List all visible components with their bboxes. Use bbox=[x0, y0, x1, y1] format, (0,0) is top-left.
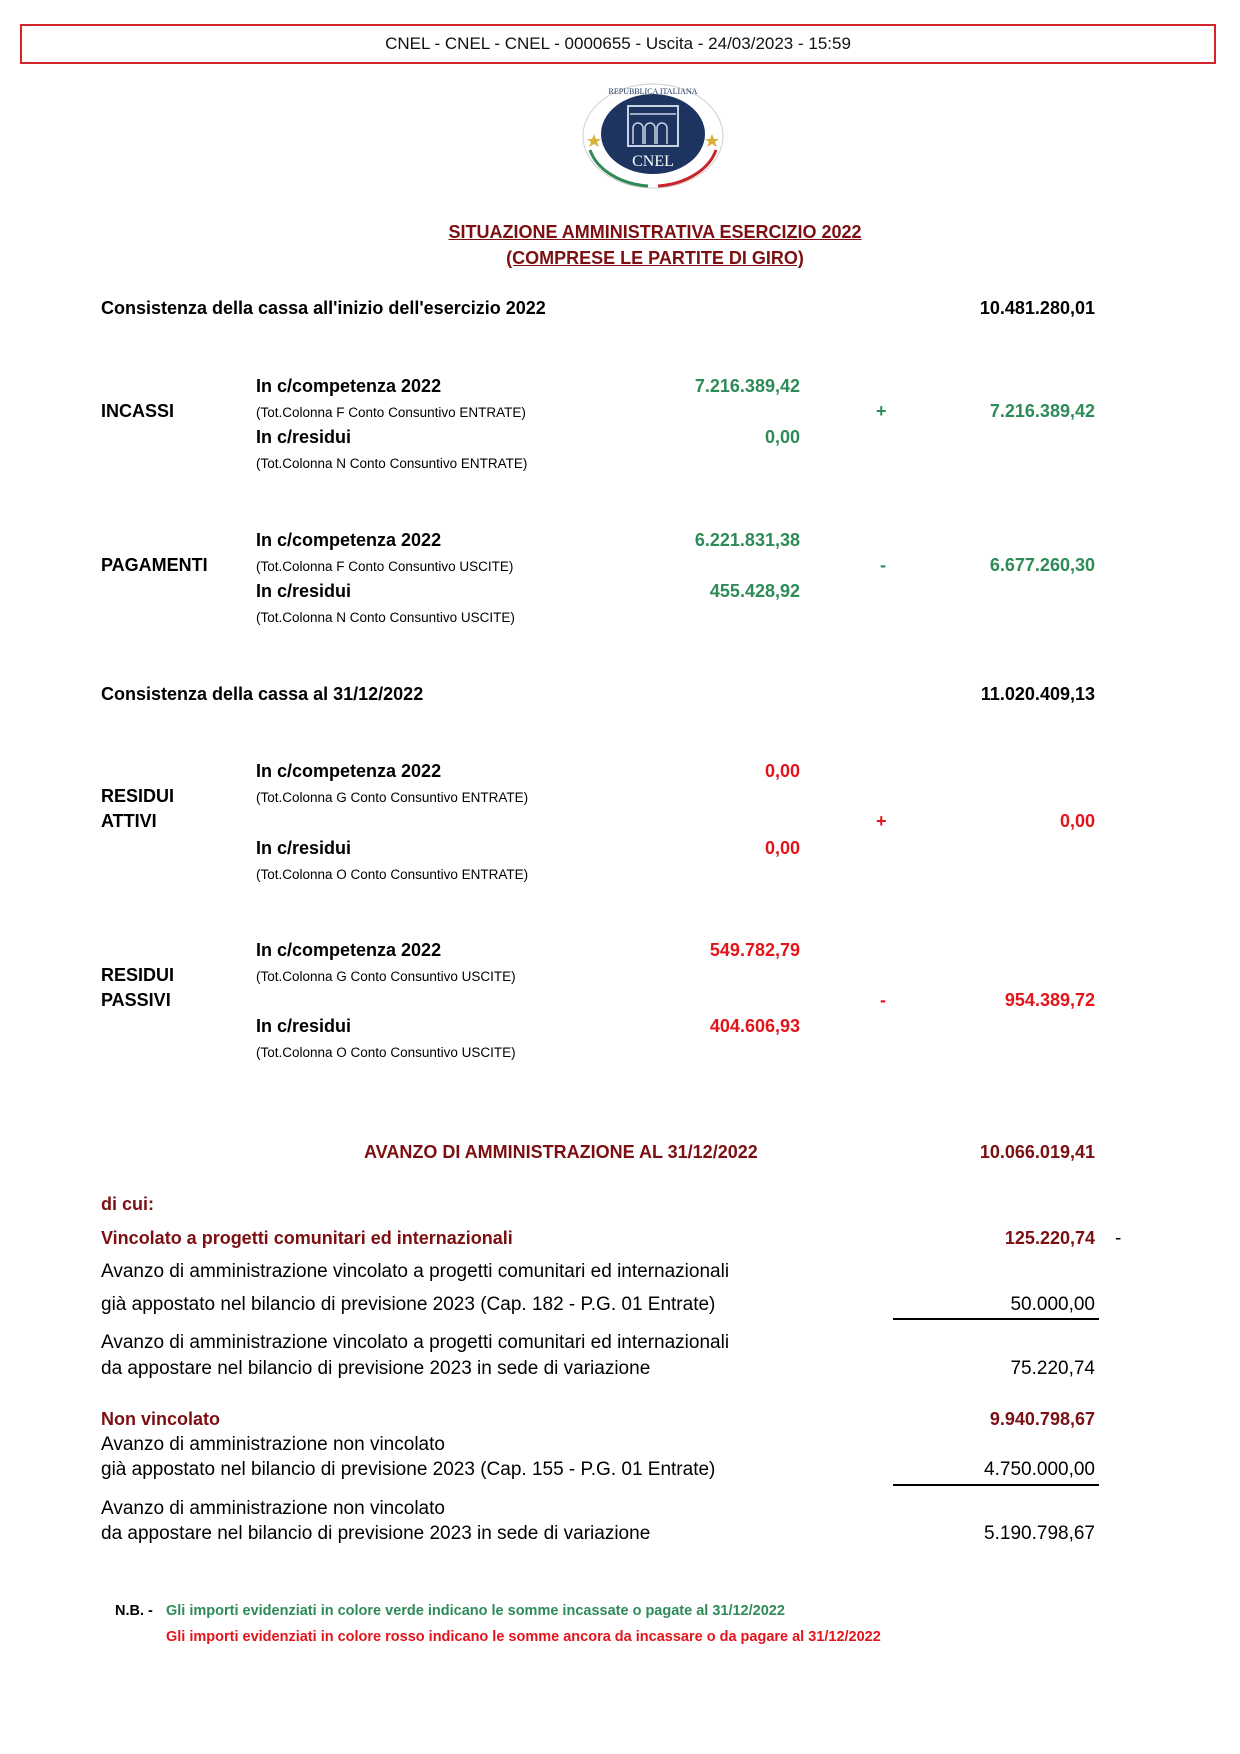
svg-text:REPUBBLICA ITALIANA: REPUBBLICA ITALIANA bbox=[608, 87, 698, 96]
vincolato-trailing-mark: - bbox=[1115, 1228, 1122, 1249]
pagamenti-residui-value: 455.428,92 bbox=[709, 581, 800, 601]
incassi-sign: + bbox=[876, 401, 887, 421]
non-vincolato-value: 9.940.798,67 bbox=[989, 1409, 1095, 1429]
incassi-residui-label: In c/residui bbox=[256, 427, 352, 447]
incassi-total: 7.216.389,42 bbox=[989, 401, 1095, 421]
opening-cash-label: Consistenza della cassa all'inizio dell'esercizio 2022 bbox=[101, 298, 546, 318]
vincolato-subtotal-rule bbox=[893, 1318, 1099, 1320]
pagamenti-competenza-note: (Tot.Colonna F Conto Consuntivo USCITE) bbox=[256, 559, 514, 574]
incassi-residui-value: 0,00 bbox=[764, 427, 800, 447]
residui-attivi-label-line2: ATTIVI bbox=[101, 811, 157, 831]
residui-passivi-sign: - bbox=[880, 990, 886, 1010]
vincolato-label: Vincolato a progetti comunitari ed internazionali bbox=[101, 1228, 513, 1248]
residui-passivi-label-line1: RESIDUI bbox=[101, 965, 175, 985]
residui-passivi-residui-note: (Tot.Colonna O Conto Consuntivo USCITE) bbox=[256, 1045, 516, 1060]
pagamenti-total: 6.677.260,30 bbox=[989, 555, 1095, 575]
pagamenti-competenza-label: In c/competenza 2022 bbox=[256, 530, 442, 550]
vincolato-gia-value: 50.000,00 bbox=[1010, 1294, 1095, 1315]
notes-prefix: N.B. - bbox=[115, 1603, 153, 1619]
protocol-stamp-text: CNEL - CNEL - CNEL - 0000655 - Uscita - 24/03/2023 - 15:59 bbox=[385, 34, 851, 53]
page-title-line1: SITUAZIONE AMMINISTRATIVA ESERCIZIO 2022 bbox=[448, 222, 862, 242]
vincolato-da-line2: da appostare nel bilancio di previsione 2023 in sede di variazione bbox=[101, 1358, 651, 1379]
incassi-residui-note: (Tot.Colonna N Conto Consuntivo ENTRATE) bbox=[256, 456, 528, 471]
residui-passivi-competenza-label: In c/competenza 2022 bbox=[256, 940, 442, 960]
cnel-logo bbox=[578, 82, 728, 190]
avanzo-value: 10.066.019,41 bbox=[979, 1142, 1095, 1162]
residui-attivi-label-line1: RESIDUI bbox=[101, 786, 175, 806]
residui-attivi-total: 0,00 bbox=[1059, 811, 1095, 831]
closing-cash-label: Consistenza della cassa al 31/12/2022 bbox=[101, 684, 424, 704]
residui-attivi-residui-note: (Tot.Colonna O Conto Consuntivo ENTRATE) bbox=[256, 867, 529, 882]
residui-passivi-label-line2: PASSIVI bbox=[101, 990, 171, 1010]
residui-attivi-competenza-note: (Tot.Colonna G Conto Consuntivo ENTRATE) bbox=[256, 790, 529, 805]
residui-attivi-sign: + bbox=[876, 811, 887, 831]
page-title-line2: (COMPRESE LE PARTITE DI GIRO) bbox=[506, 248, 804, 268]
non-vincolato-da-line1: Avanzo di amministrazione non vincolato bbox=[101, 1498, 445, 1519]
non-vincolato-gia-line1: Avanzo di amministrazione non vincolato bbox=[101, 1434, 445, 1455]
non-vincolato-da-value: 5.190.798,67 bbox=[984, 1523, 1095, 1544]
non-vincolato-da-line2: da appostare nel bilancio di previsione 2023 in sede di variazione bbox=[101, 1523, 651, 1544]
residui-passivi-competenza-value: 549.782,79 bbox=[709, 940, 800, 960]
pagamenti-residui-label: In c/residui bbox=[256, 581, 352, 601]
vincolato-da-value: 75.220,74 bbox=[1010, 1358, 1095, 1379]
notes-red: Gli importi evidenziati in colore rosso indicano le somme ancora da incassare o da pagare al 31/12/2022 bbox=[166, 1629, 881, 1645]
di-cui-label: di cui: bbox=[101, 1194, 154, 1214]
incassi-competenza-label: In c/competenza 2022 bbox=[256, 376, 442, 396]
incassi-competenza-note: (Tot.Colonna F Conto Consuntivo ENTRATE) bbox=[256, 405, 526, 420]
non-vincolato-gia-line2: già appostato nel bilancio di previsione 2023 (Cap. 155 - P.G. 01 Entrate) bbox=[101, 1459, 716, 1480]
residui-passivi-residui-label: In c/residui bbox=[256, 1016, 352, 1036]
non-vincolato-subtotal-rule bbox=[893, 1484, 1099, 1486]
residui-attivi-residui-value: 0,00 bbox=[764, 838, 800, 858]
vincolato-gia-line2: già appostato nel bilancio di previsione 2023 (Cap. 182 - P.G. 01 Entrate) bbox=[101, 1294, 716, 1315]
non-vincolato-label: Non vincolato bbox=[101, 1409, 221, 1429]
residui-attivi-residui-label: In c/residui bbox=[256, 838, 352, 858]
incassi-competenza-value: 7.216.389,42 bbox=[694, 376, 800, 396]
protocol-stamp bbox=[20, 24, 1216, 64]
vincolato-gia-line1: Avanzo di amministrazione vincolato a progetti comunitari ed internazionali bbox=[101, 1261, 730, 1282]
logo-text: CNEL bbox=[632, 153, 674, 170]
closing-cash-value: 11.020.409,13 bbox=[980, 684, 1095, 704]
residui-passivi-residui-value: 404.606,93 bbox=[709, 1016, 800, 1036]
cnel-emblem-icon bbox=[578, 82, 728, 190]
vincolato-value: 125.220,74 bbox=[1004, 1228, 1095, 1248]
residui-attivi-competenza-value: 0,00 bbox=[764, 761, 800, 781]
incassi-label: INCASSI bbox=[101, 401, 175, 421]
residui-attivi-competenza-label: In c/competenza 2022 bbox=[256, 761, 442, 781]
residui-passivi-competenza-note: (Tot.Colonna G Conto Consuntivo USCITE) bbox=[256, 969, 516, 984]
residui-passivi-total: 954.389,72 bbox=[1004, 990, 1095, 1010]
notes-green: Gli importi evidenziati in colore verde indicano le somme incassate o pagate al 31/12/2022 bbox=[166, 1603, 785, 1619]
avanzo-label: AVANZO DI AMMINISTRAZIONE AL 31/12/2022 bbox=[364, 1142, 758, 1162]
pagamenti-label: PAGAMENTI bbox=[101, 555, 208, 575]
vincolato-da-line1: Avanzo di amministrazione vincolato a progetti comunitari ed internazionali bbox=[101, 1332, 730, 1353]
pagamenti-competenza-value: 6.221.831,38 bbox=[694, 530, 800, 550]
pagamenti-sign: - bbox=[880, 555, 886, 575]
opening-cash-value: 10.481.280,01 bbox=[979, 298, 1095, 318]
non-vincolato-gia-value: 4.750.000,00 bbox=[984, 1459, 1095, 1480]
pagamenti-residui-note: (Tot.Colonna N Conto Consuntivo USCITE) bbox=[256, 610, 515, 625]
